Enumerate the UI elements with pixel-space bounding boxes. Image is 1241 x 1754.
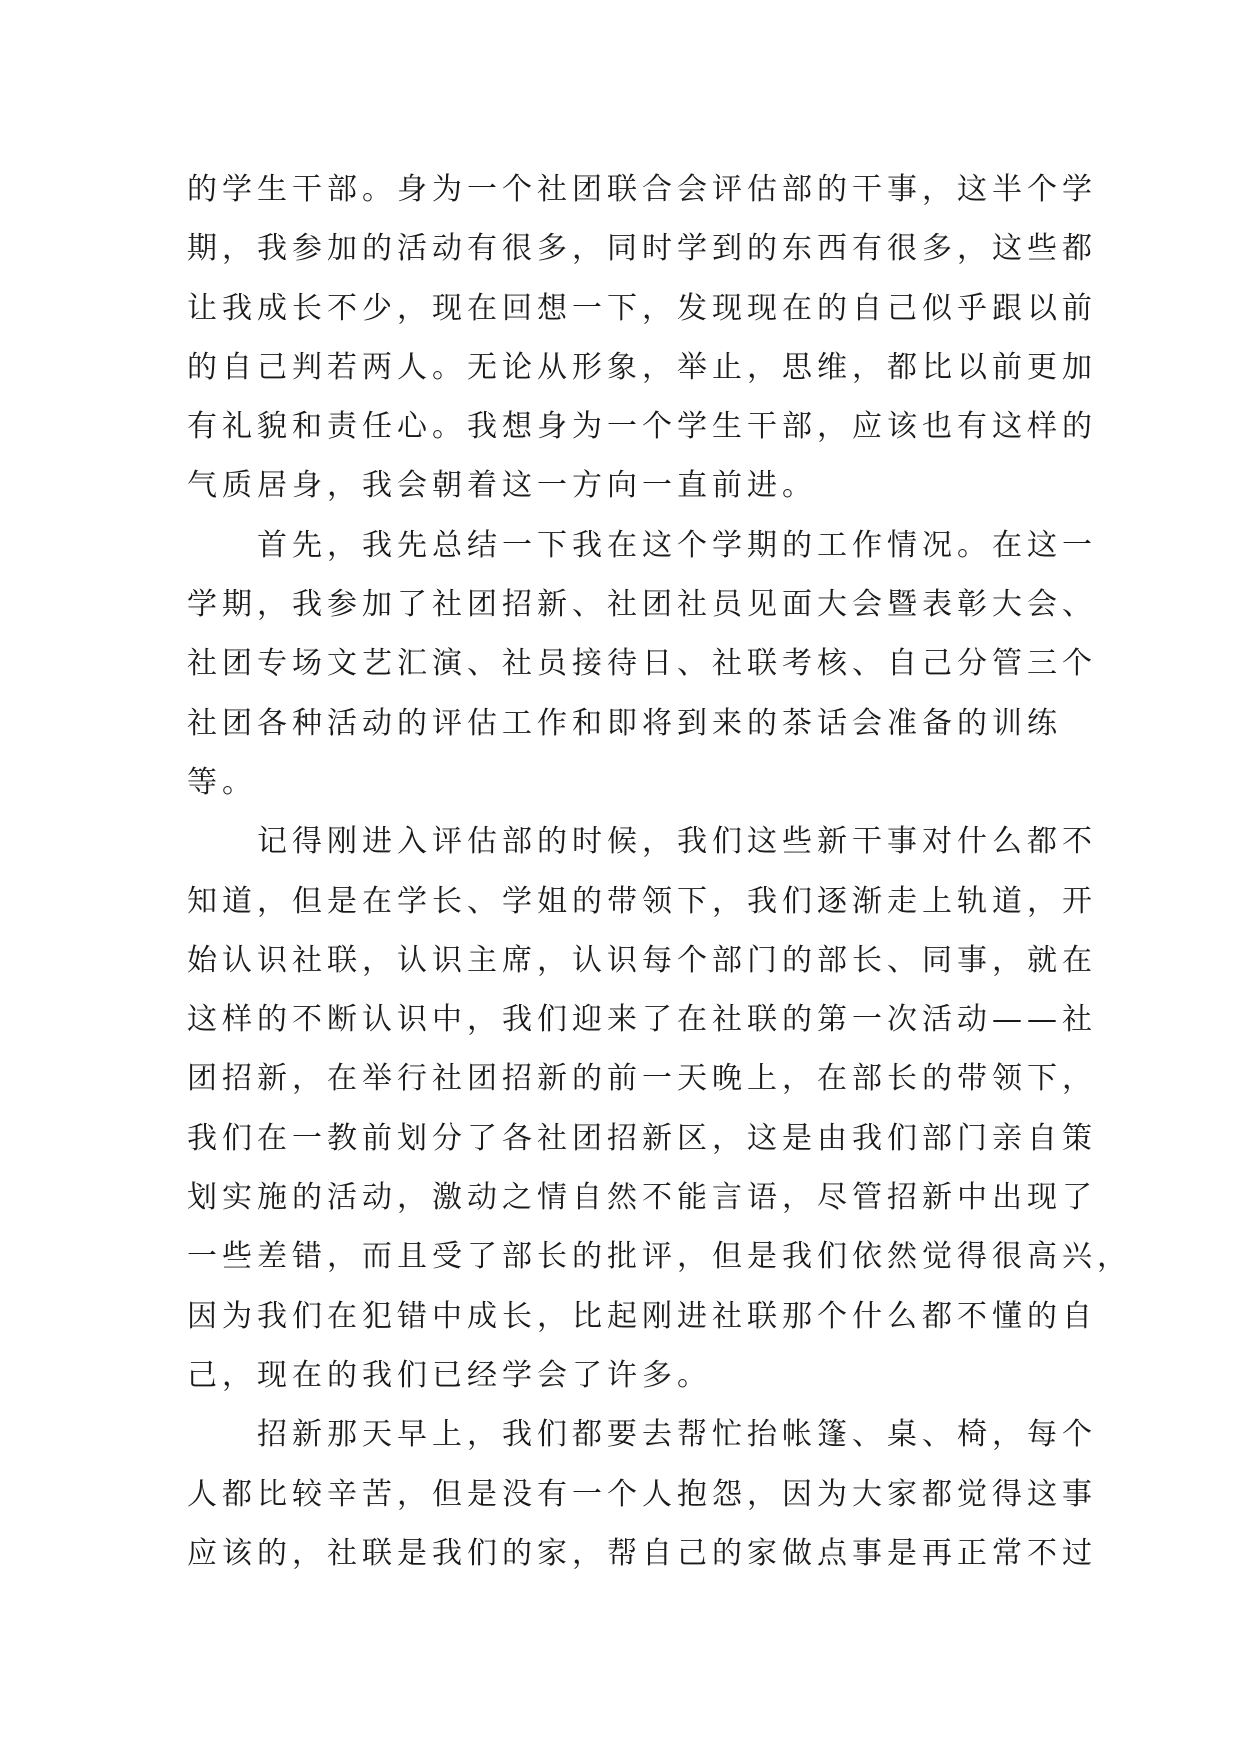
text-line: 有礼貌和责任心。我想身为一个学生干部，应该也有这样的 bbox=[187, 409, 1097, 445]
text-line: 期，我参加的活动有很多，同时学到的东西有很多，这些都 bbox=[187, 231, 1097, 267]
text-line: 一些差错，而且受了部长的批评，但是我们依然觉得很高兴， bbox=[187, 1239, 1132, 1275]
text-line: 我们在一教前划分了各社团招新区，这是由我们部门亲自策 bbox=[187, 1120, 1097, 1156]
text-line: 气质居身，我会朝着这一方向一直前进。 bbox=[187, 468, 817, 504]
text-line: 己，现在的我们已经学会了许多。 bbox=[187, 1357, 712, 1393]
text-line: 这样的不断认识中，我们迎来了在社联的第一次活动——社 bbox=[187, 1002, 1097, 1038]
text-line: 社团专场文艺汇演、社员接待日、社联考核、自己分管三个 bbox=[187, 646, 1097, 682]
text-line: 知道，但是在学长、学姐的带领下，我们逐渐走上轨道，开 bbox=[187, 883, 1097, 919]
text-line: 的学生干部。身为一个社团联合会评估部的干事，这半个学 bbox=[187, 172, 1097, 207]
text-line: 应该的，社联是我们的家，帮自己的家做点事是再正常不过 bbox=[187, 1535, 1097, 1571]
text-line: 划实施的活动，激动之情自然不能言语，尽管招新中出现了 bbox=[187, 1180, 1097, 1216]
text-line: 始认识社联，认识主席，认识每个部门的部长、同事，就在 bbox=[187, 942, 1097, 978]
text-line: 首先，我先总结一下我在这个学期的工作情况。在这一 bbox=[187, 527, 1097, 563]
text-line: 社团各种活动的评估工作和即将到来的茶话会准备的训练 bbox=[187, 705, 1062, 741]
text-line: 的自己判若两人。无论从形象，举止，思维，都比以前更加 bbox=[187, 349, 1097, 385]
text-line: 让我成长不少，现在回想一下，发现现在的自己似乎跟以前 bbox=[187, 290, 1097, 326]
body-text bbox=[187, 160, 1132, 1583]
text-line: 因为我们在犯错中成长，比起刚进社联那个什么都不懂的自 bbox=[187, 1298, 1097, 1334]
text-line: 等。 bbox=[187, 764, 257, 800]
text-line: 招新那天早上，我们都要去帮忙抬帐篷、桌、椅，每个 bbox=[187, 1417, 1097, 1453]
text-line: 团招新，在举行社团招新的前一天晚上，在部长的带领下， bbox=[187, 1061, 1097, 1097]
text-line: 学期，我参加了社团招新、社团社员见面大会暨表彰大会、 bbox=[187, 587, 1097, 623]
text-line: 人都比较辛苦，但是没有一个人抱怨，因为大家都觉得这事 bbox=[187, 1476, 1097, 1512]
text-line: 记得刚进入评估部的时候，我们这些新干事对什么都不 bbox=[187, 824, 1097, 860]
